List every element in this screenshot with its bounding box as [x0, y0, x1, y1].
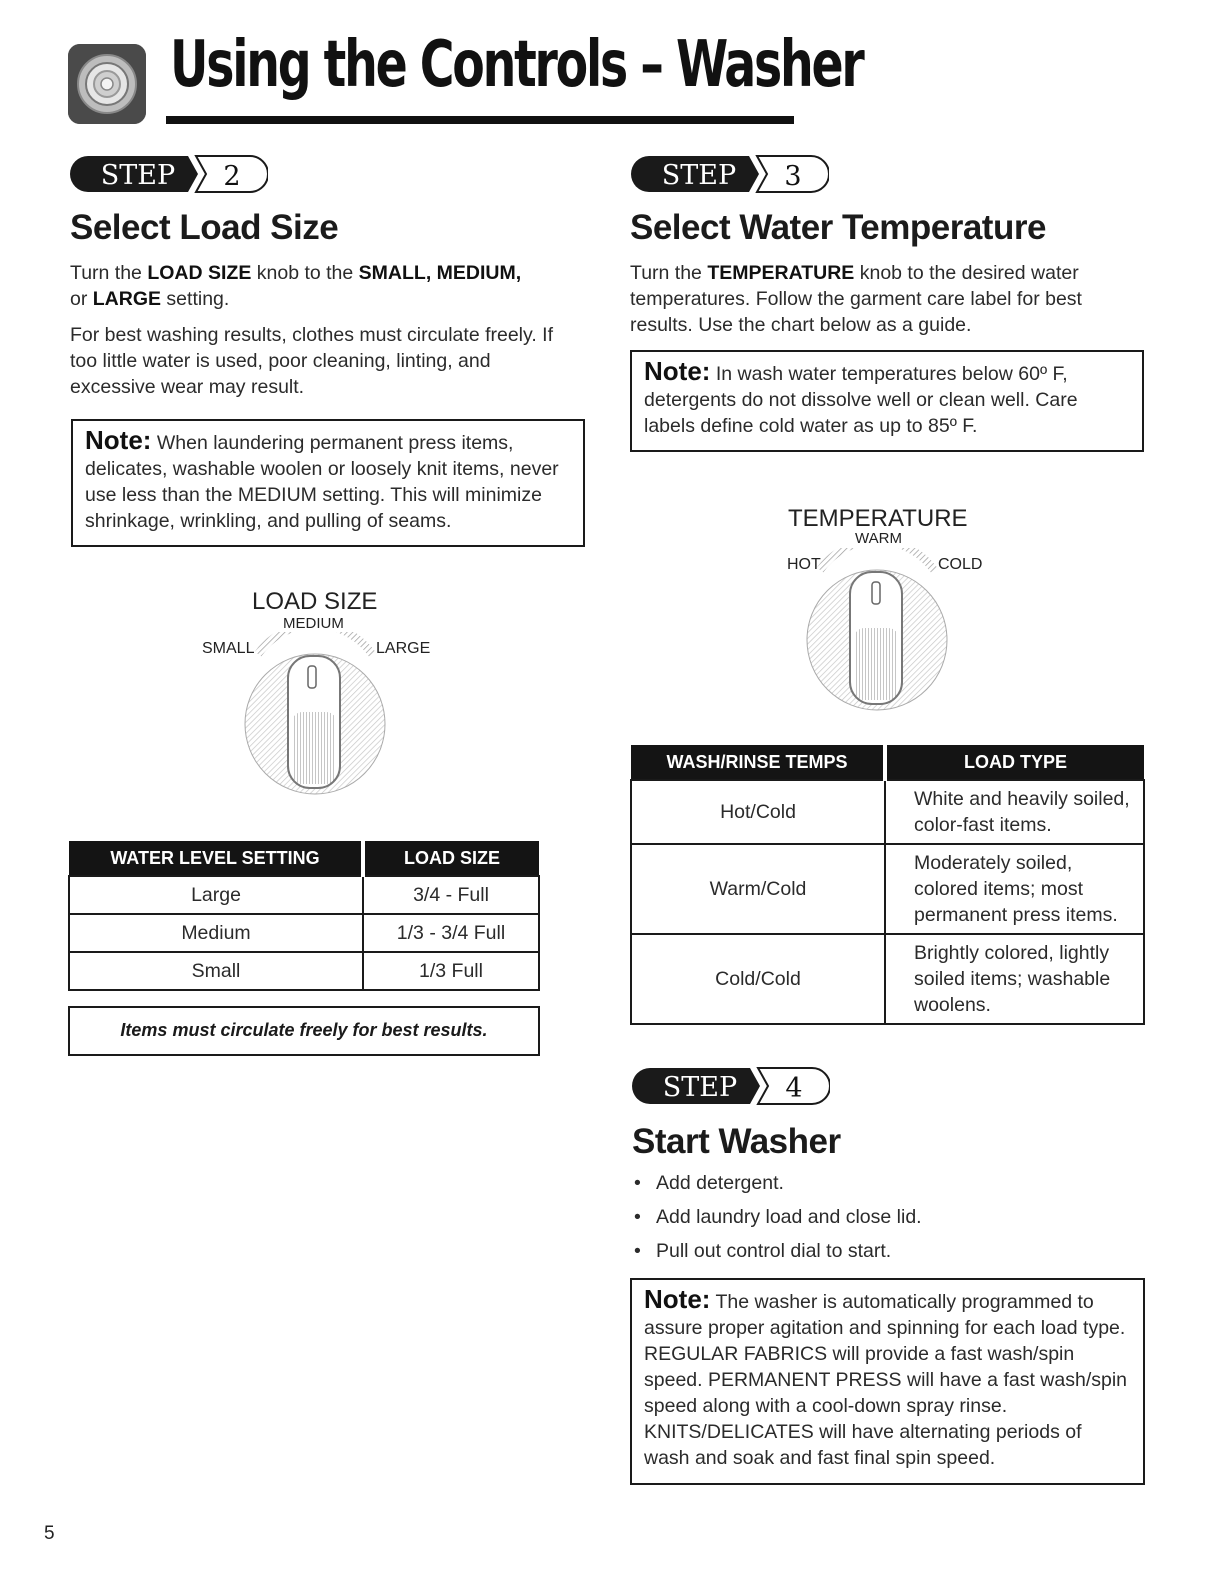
load-size-dial-title: LOAD SIZE [252, 588, 378, 615]
list-item: • Add detergent. [634, 1172, 784, 1194]
step-2-paragraph-2: For best washing results, clothes must circulate freely. If too little water is used, poor cleaning, linting, and excessive wear may result. [70, 324, 553, 398]
table-row: Large 3/4 - Full [69, 876, 539, 914]
step-4-number: 4 [785, 1073, 803, 1104]
step-2-badge [68, 154, 268, 190]
table-header: LOAD SIZE [363, 841, 539, 876]
load-size-knob [228, 632, 402, 807]
note-label: Note: [644, 356, 711, 386]
table-row: Cold/Cold Brightly colored, lightly soiled items; washable woolens. [631, 934, 1144, 1024]
step-2-label: STEP [100, 160, 176, 191]
page-title: Using the Controls – Washer [170, 28, 863, 102]
note-text: The washer is automatically programmed to assure proper agitation and spinning for each load type. REGULAR FABRICS will provide a fast wash/spin speed. PERMANENT PRESS will have a fast wash/spin speed along with a cool-down spray rinse. KNITS/DELICATES will have alternating periods of wash and soak and fast final spin speed. [644, 1291, 1128, 1469]
table-footnote: Items must circulate freely for best results. [68, 1006, 540, 1056]
title-underline [166, 116, 794, 124]
step-3-label: STEP [661, 160, 737, 191]
list-item: • Pull out control dial to start. [634, 1240, 892, 1262]
temperature-table [630, 745, 1145, 1025]
dial-label-hot: HOT [787, 556, 821, 573]
step-3-badge [629, 154, 829, 190]
step-3-paragraph: Turn the TEMPERATURE knob to the desired water temperatures. Follow the garment care label for best results. Use the chart below as a guide. [630, 262, 1082, 336]
temperature-knob [790, 548, 964, 723]
table-row: Hot/Cold White and heavily soiled, color-fast items. [631, 780, 1144, 844]
step-2-title: Select Load Size [70, 208, 339, 247]
load-size-table [68, 841, 540, 991]
table-row: Small 1/3 Full [69, 952, 539, 990]
step-3-note-box [630, 350, 1144, 452]
note-text: In wash water temperatures below 60º F, detergents do not dissolve well or clean well. Care labels define cold water as up to 85º F. [644, 363, 1078, 437]
list-item: • Add laundry load and close lid. [634, 1206, 922, 1228]
dial-label-large: LARGE [376, 640, 431, 657]
note-label: Note: [85, 425, 152, 455]
note-text: When laundering permanent press items, delicates, washable woolen or loosely knit items, never use less than the MEDIUM setting. This will minimize shrinkage, wrinkling, and pulling of seams. [85, 432, 559, 532]
washer-dial-icon [68, 44, 146, 124]
dial-label-cold: COLD [938, 556, 983, 573]
step-2-number: 2 [223, 161, 241, 192]
step-4-title: Start Washer [632, 1122, 841, 1161]
note-label: Note: [644, 1284, 711, 1314]
table-row: Medium 1/3 - 3/4 Full [69, 914, 539, 952]
page-number: 5 [44, 1523, 55, 1544]
dial-label-warm: WARM [855, 530, 902, 547]
step-3-title: Select Water Temperature [630, 208, 1046, 247]
dial-label-medium: MEDIUM [283, 615, 344, 632]
table-header: WASH/RINSE TEMPS [631, 745, 885, 780]
step-2-note-box [71, 419, 585, 547]
temperature-dial-title: TEMPERATURE [788, 505, 968, 532]
step-2-paragraph-1: Turn the LOAD SIZE knob to the SMALL, MEDIUM, or LARGE setting. [70, 262, 522, 310]
step-4-label: STEP [662, 1072, 738, 1103]
dial-label-small: SMALL [202, 640, 255, 657]
table-row: Warm/Cold Moderately soiled, colored items; most permanent press items. [631, 844, 1144, 934]
table-header: LOAD TYPE [885, 745, 1144, 780]
table-header: WATER LEVEL SETTING [69, 841, 363, 876]
step-4-badge [630, 1066, 830, 1102]
start-steps-list [630, 1166, 1130, 1268]
step-3-number: 3 [784, 161, 802, 192]
step-4-note-box [630, 1278, 1145, 1485]
